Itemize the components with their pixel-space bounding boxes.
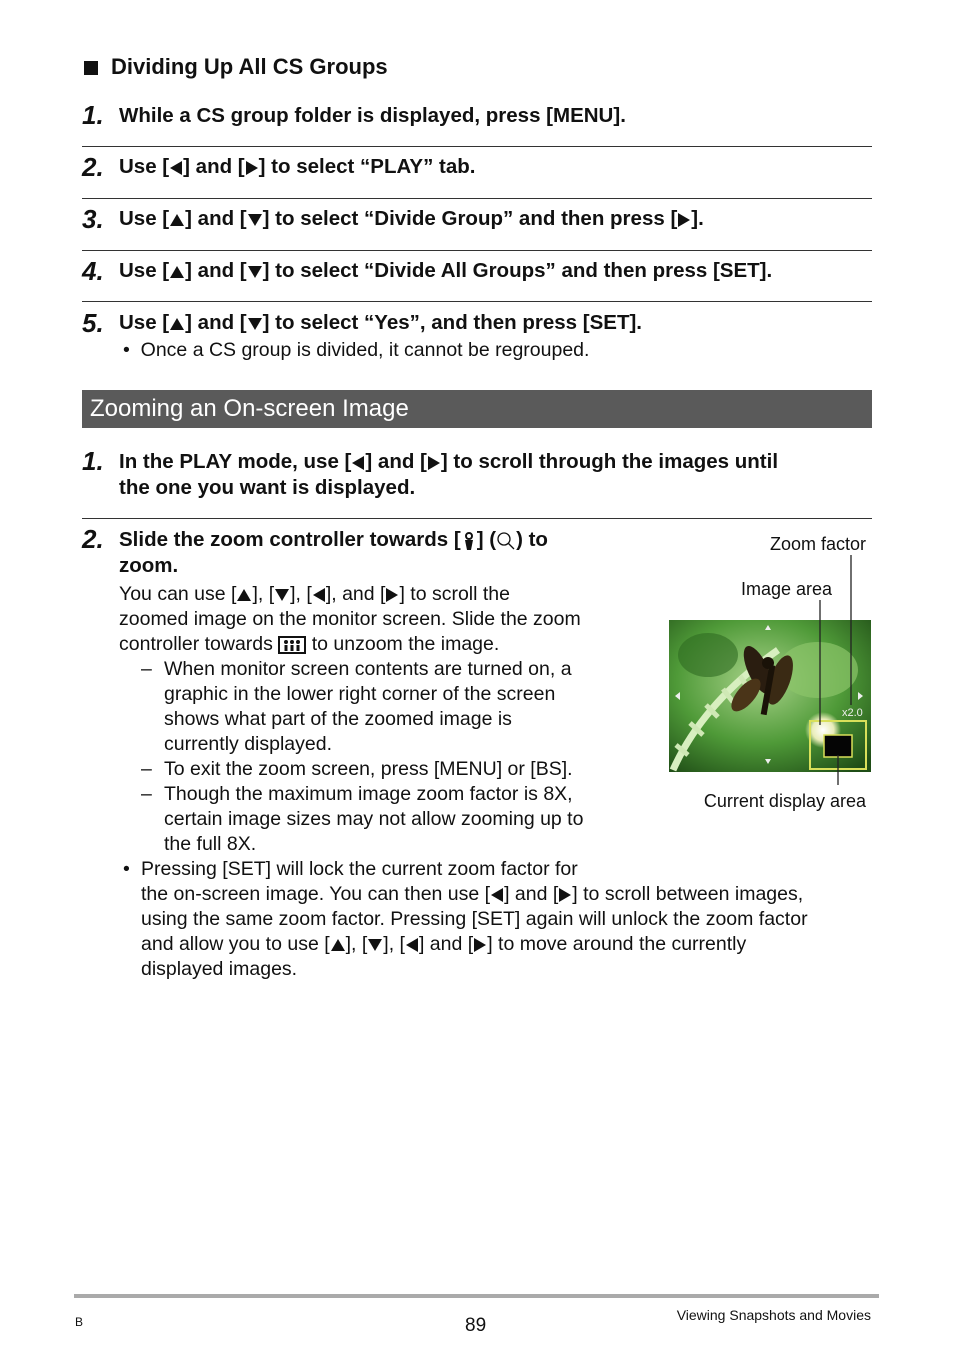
right-arrow-icon <box>473 937 487 953</box>
step-number: 4. <box>82 256 104 286</box>
note-bullet: • Once a CS group is divided, it cannot be regrouped. <box>123 339 590 361</box>
step-text: Use [ ] and [ ] to select “Divide All Groups” and then press [SET]. <box>119 259 773 282</box>
zoom-factor-label: Zoom factor <box>769 534 866 554</box>
right-arrow-icon <box>385 587 399 603</box>
step-number: 1. <box>82 100 104 130</box>
dash-item-line: currently displayed. <box>164 733 332 755</box>
section-square-marker <box>84 61 98 75</box>
dash-marker: – <box>141 758 152 780</box>
paragraph-line: controller towards to unzoom the image. <box>119 633 500 655</box>
step-number: 2. <box>82 524 104 554</box>
divider <box>82 146 872 147</box>
step-text: Use [ ] and [ ] to select “Divide Group” and then press [ ]. <box>119 207 704 230</box>
up-arrow-icon <box>169 265 185 279</box>
step-text-line2: zoom. <box>119 554 179 577</box>
divider <box>82 301 872 302</box>
down-arrow-icon <box>247 317 263 331</box>
image-area-label: Image area <box>741 579 833 599</box>
dash-item-line: shows what part of the zoomed image is <box>164 708 512 730</box>
step-number: 1. <box>82 446 104 476</box>
left-arrow-icon <box>490 887 504 903</box>
footer-chapter-title: Viewing Snapshots and Movies <box>676 1307 871 1323</box>
paragraph-line: You can use [ ], [ ], [ ], and [ ] to scroll the <box>119 583 510 605</box>
left-arrow-icon <box>351 455 365 471</box>
bullet-line: and allow you to use [ ], [ ], [ ] and [ ] to move around the currently <box>141 933 747 955</box>
dash-item-line: When monitor screen contents are turned on, a <box>164 658 572 680</box>
footer-rule <box>74 1294 879 1298</box>
right-arrow-icon <box>427 455 441 471</box>
down-arrow-icon <box>247 265 263 279</box>
dash-marker: – <box>141 783 152 805</box>
step-number: 2. <box>82 152 104 182</box>
step-text: Slide the zoom controller towards [ ] ( ) to <box>119 528 548 551</box>
current-display-area-box <box>824 735 852 757</box>
dash-item-line: the full 8X. <box>164 833 257 855</box>
down-arrow-icon <box>274 588 290 602</box>
divider <box>82 250 872 251</box>
step-number: 5. <box>82 308 104 338</box>
down-arrow-icon <box>247 213 263 227</box>
step-text: Use [ ] and [ ] to select “PLAY” tab. <box>119 155 476 178</box>
bullet-marker: • <box>123 858 130 880</box>
section-banner: Zooming an On-screen Image <box>82 390 872 428</box>
step-text: Use [ ] and [ ] to select “Yes”, and then press [SET]. <box>119 311 642 334</box>
telephoto-icon <box>461 531 477 551</box>
bullet-line: using the same zoom factor. Pressing [SET] again will unlock the zoom factor <box>141 908 808 930</box>
left-arrow-icon <box>169 160 183 176</box>
dash-item-line: To exit the zoom screen, press [MENU] or [BS]. <box>164 758 573 780</box>
current-display-area-label: Current display area <box>703 791 866 811</box>
bullet-line: Pressing [SET] will lock the current zoom factor for <box>141 858 578 880</box>
section-title: Dividing Up All CS Groups <box>111 54 388 79</box>
step-number: 3. <box>82 204 104 234</box>
right-arrow-icon <box>245 160 259 176</box>
down-arrow-icon <box>367 938 383 952</box>
up-arrow-icon <box>169 317 185 331</box>
left-arrow-icon <box>312 587 326 603</box>
right-arrow-icon <box>677 212 691 228</box>
footer-left-mark: B <box>75 1315 84 1329</box>
left-arrow-icon <box>405 937 419 953</box>
step-text: In the PLAY mode, use [ ] and [ ] to scroll through the images until <box>119 450 779 473</box>
paragraph-line: zoomed image on the monitor screen. Slide the zoom <box>119 608 581 630</box>
bullet-line: the on-screen image. You can then use [ ] and [ ] to scroll between images, <box>141 883 804 905</box>
divider <box>82 518 872 519</box>
dash-item-line: graphic in the lower right corner of the screen <box>164 683 556 705</box>
step-text: While a CS group folder is displayed, press [MENU]. <box>119 104 626 127</box>
dash-marker: – <box>141 658 152 680</box>
step-text-line2: the one you want is displayed. <box>119 476 416 499</box>
dash-item-line: Though the maximum image zoom factor is 8X, <box>164 783 573 805</box>
up-arrow-icon <box>330 938 346 952</box>
right-arrow-icon <box>558 887 572 903</box>
magnifier-icon <box>496 531 516 551</box>
dash-item-line: certain image sizes may not allow zooming up to <box>164 808 584 830</box>
zoom-readout: x2.0 <box>842 707 863 719</box>
wide-icon <box>278 636 306 654</box>
up-arrow-icon <box>236 588 252 602</box>
divider <box>82 198 872 199</box>
up-arrow-icon <box>169 213 185 227</box>
zoom-screen-figure <box>668 555 872 790</box>
page-number: 89 <box>465 1315 487 1336</box>
bullet-line: displayed images. <box>141 958 298 980</box>
